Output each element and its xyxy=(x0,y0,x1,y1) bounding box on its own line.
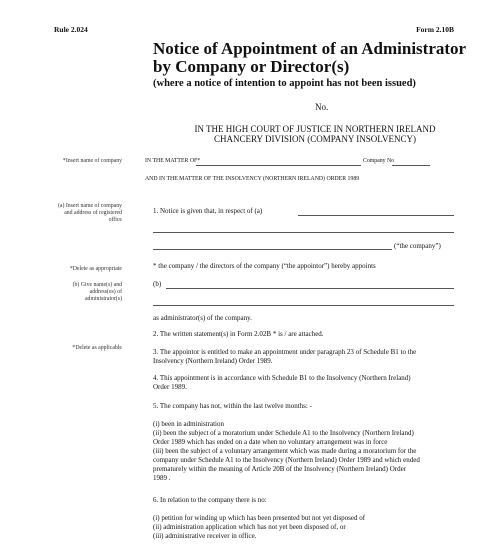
paragraph-6: 6. In relation to the company there is no: xyxy=(153,496,267,504)
administrator-field-line-2[interactable] xyxy=(153,305,454,306)
paragraph-6-list xyxy=(153,514,365,541)
list-item: (ii) administration application which has not yet been disposed of, or xyxy=(153,523,346,531)
court-heading xyxy=(150,124,480,144)
paragraph-line: 4. This appointment is in accordance with Schedule B1 to the Insolvency (Northern Ireland) xyxy=(153,374,411,382)
note-line: (a) Insert name of company xyxy=(57,203,122,209)
title-line-2: by Company or Director(s) xyxy=(153,57,350,76)
list-item: (i) petition for winding up which has been presented but not yet disposed of xyxy=(153,514,366,522)
margin-note-delete-applicable: *Delete as applicable xyxy=(72,345,122,351)
note-line: (b) Give name(s) and xyxy=(72,282,122,288)
paragraph-1: 1. Notice is given that, in respect of (a) xyxy=(153,207,263,215)
list-item: (iii) administrative receiver in office. xyxy=(153,532,257,540)
list-item: prematurely within the meaning of Article 20B of the Insolvency (Northern Ireland) Order xyxy=(153,465,407,473)
list-item: Order 1989 which has ended on a date when no voluntary arrangement was in force xyxy=(153,438,388,446)
form-number: Form 2.10B xyxy=(416,25,454,34)
title-line-1: Notice of Appointment of an Administrator xyxy=(153,39,467,58)
list-item: (iii) been the subject of a voluntary arrangement which was made during a moratorium for the xyxy=(153,447,417,455)
paragraph-2: 2. The written statement(s) in Form 2.02B * is / are attached. xyxy=(153,330,324,338)
paragraph-line: Insolvency (Northern Ireland) Order 1989. xyxy=(153,357,273,365)
margin-note-give-names xyxy=(73,282,122,303)
company-field-line-2[interactable] xyxy=(153,232,454,233)
insolvency-order-line: AND IN THE MATTER OF THE INSOLVENCY (NORTHERN IRELAND) ORDER 1989 xyxy=(145,176,360,182)
note-line: and address of registered xyxy=(64,210,122,216)
company-no-label: Company No xyxy=(363,158,395,164)
company-name-field[interactable] xyxy=(196,165,361,166)
number-label: No. xyxy=(315,102,329,112)
rule-number: Rule 2.024 xyxy=(54,25,88,34)
paragraph-3 xyxy=(153,348,416,366)
margin-note-insert-name: *Insert name of company xyxy=(62,158,122,164)
paragraph-5: 5. The company has not, within the last twelve months: - xyxy=(153,402,312,410)
list-item: (ii) been the subject of a moratorium under Schedule A1 to the Insolvency (Northern Ireland) xyxy=(153,429,414,437)
page-subtitle: (where a notice of intention to appoint has not been issued) xyxy=(153,78,416,89)
the-company-label: (“the company”) xyxy=(394,242,441,250)
note-line: office xyxy=(108,217,122,223)
court-line-1: IN THE HIGH COURT OF JUSTICE IN NORTHERN IRELAND xyxy=(194,124,436,134)
list-item: (i) been in administration xyxy=(153,420,224,428)
page-title xyxy=(153,40,466,76)
margin-note-name-address xyxy=(58,203,122,224)
list-item: company under Schedule A1 to the Insolvency (Northern Ireland) Order 1989 and which ended xyxy=(153,456,420,464)
company-no-field[interactable] xyxy=(392,165,430,166)
appointor-line: * the company / the directors of the company (“the appointor”) hereby appoints xyxy=(153,262,376,270)
paragraph-line: Order 1989. xyxy=(153,383,187,391)
in-the-matter-label: IN THE MATTER OF* xyxy=(145,158,201,164)
administrator-field-line-1[interactable] xyxy=(166,288,454,289)
paragraph-5-list xyxy=(153,420,420,483)
as-administrator-line: as administrator(s) of the company. xyxy=(153,314,252,322)
list-item: 1989 . xyxy=(153,474,171,482)
b-label: (b) xyxy=(153,280,162,288)
note-line: address(es) of xyxy=(89,289,122,295)
court-line-2: CHANCERY DIVISION (COMPANY INSOLVENCY) xyxy=(214,134,416,144)
company-field-line-1[interactable] xyxy=(298,215,454,216)
paragraph-line: 3. The appointor is entitled to make an appointment under paragraph 23 of Schedule B1 to the xyxy=(153,348,417,356)
paragraph-4 xyxy=(153,374,411,392)
company-field-line-3[interactable] xyxy=(153,249,392,250)
note-line: administrator(s) xyxy=(84,296,122,302)
margin-note-delete-appropriate: *Delete as appropriate xyxy=(69,266,122,272)
